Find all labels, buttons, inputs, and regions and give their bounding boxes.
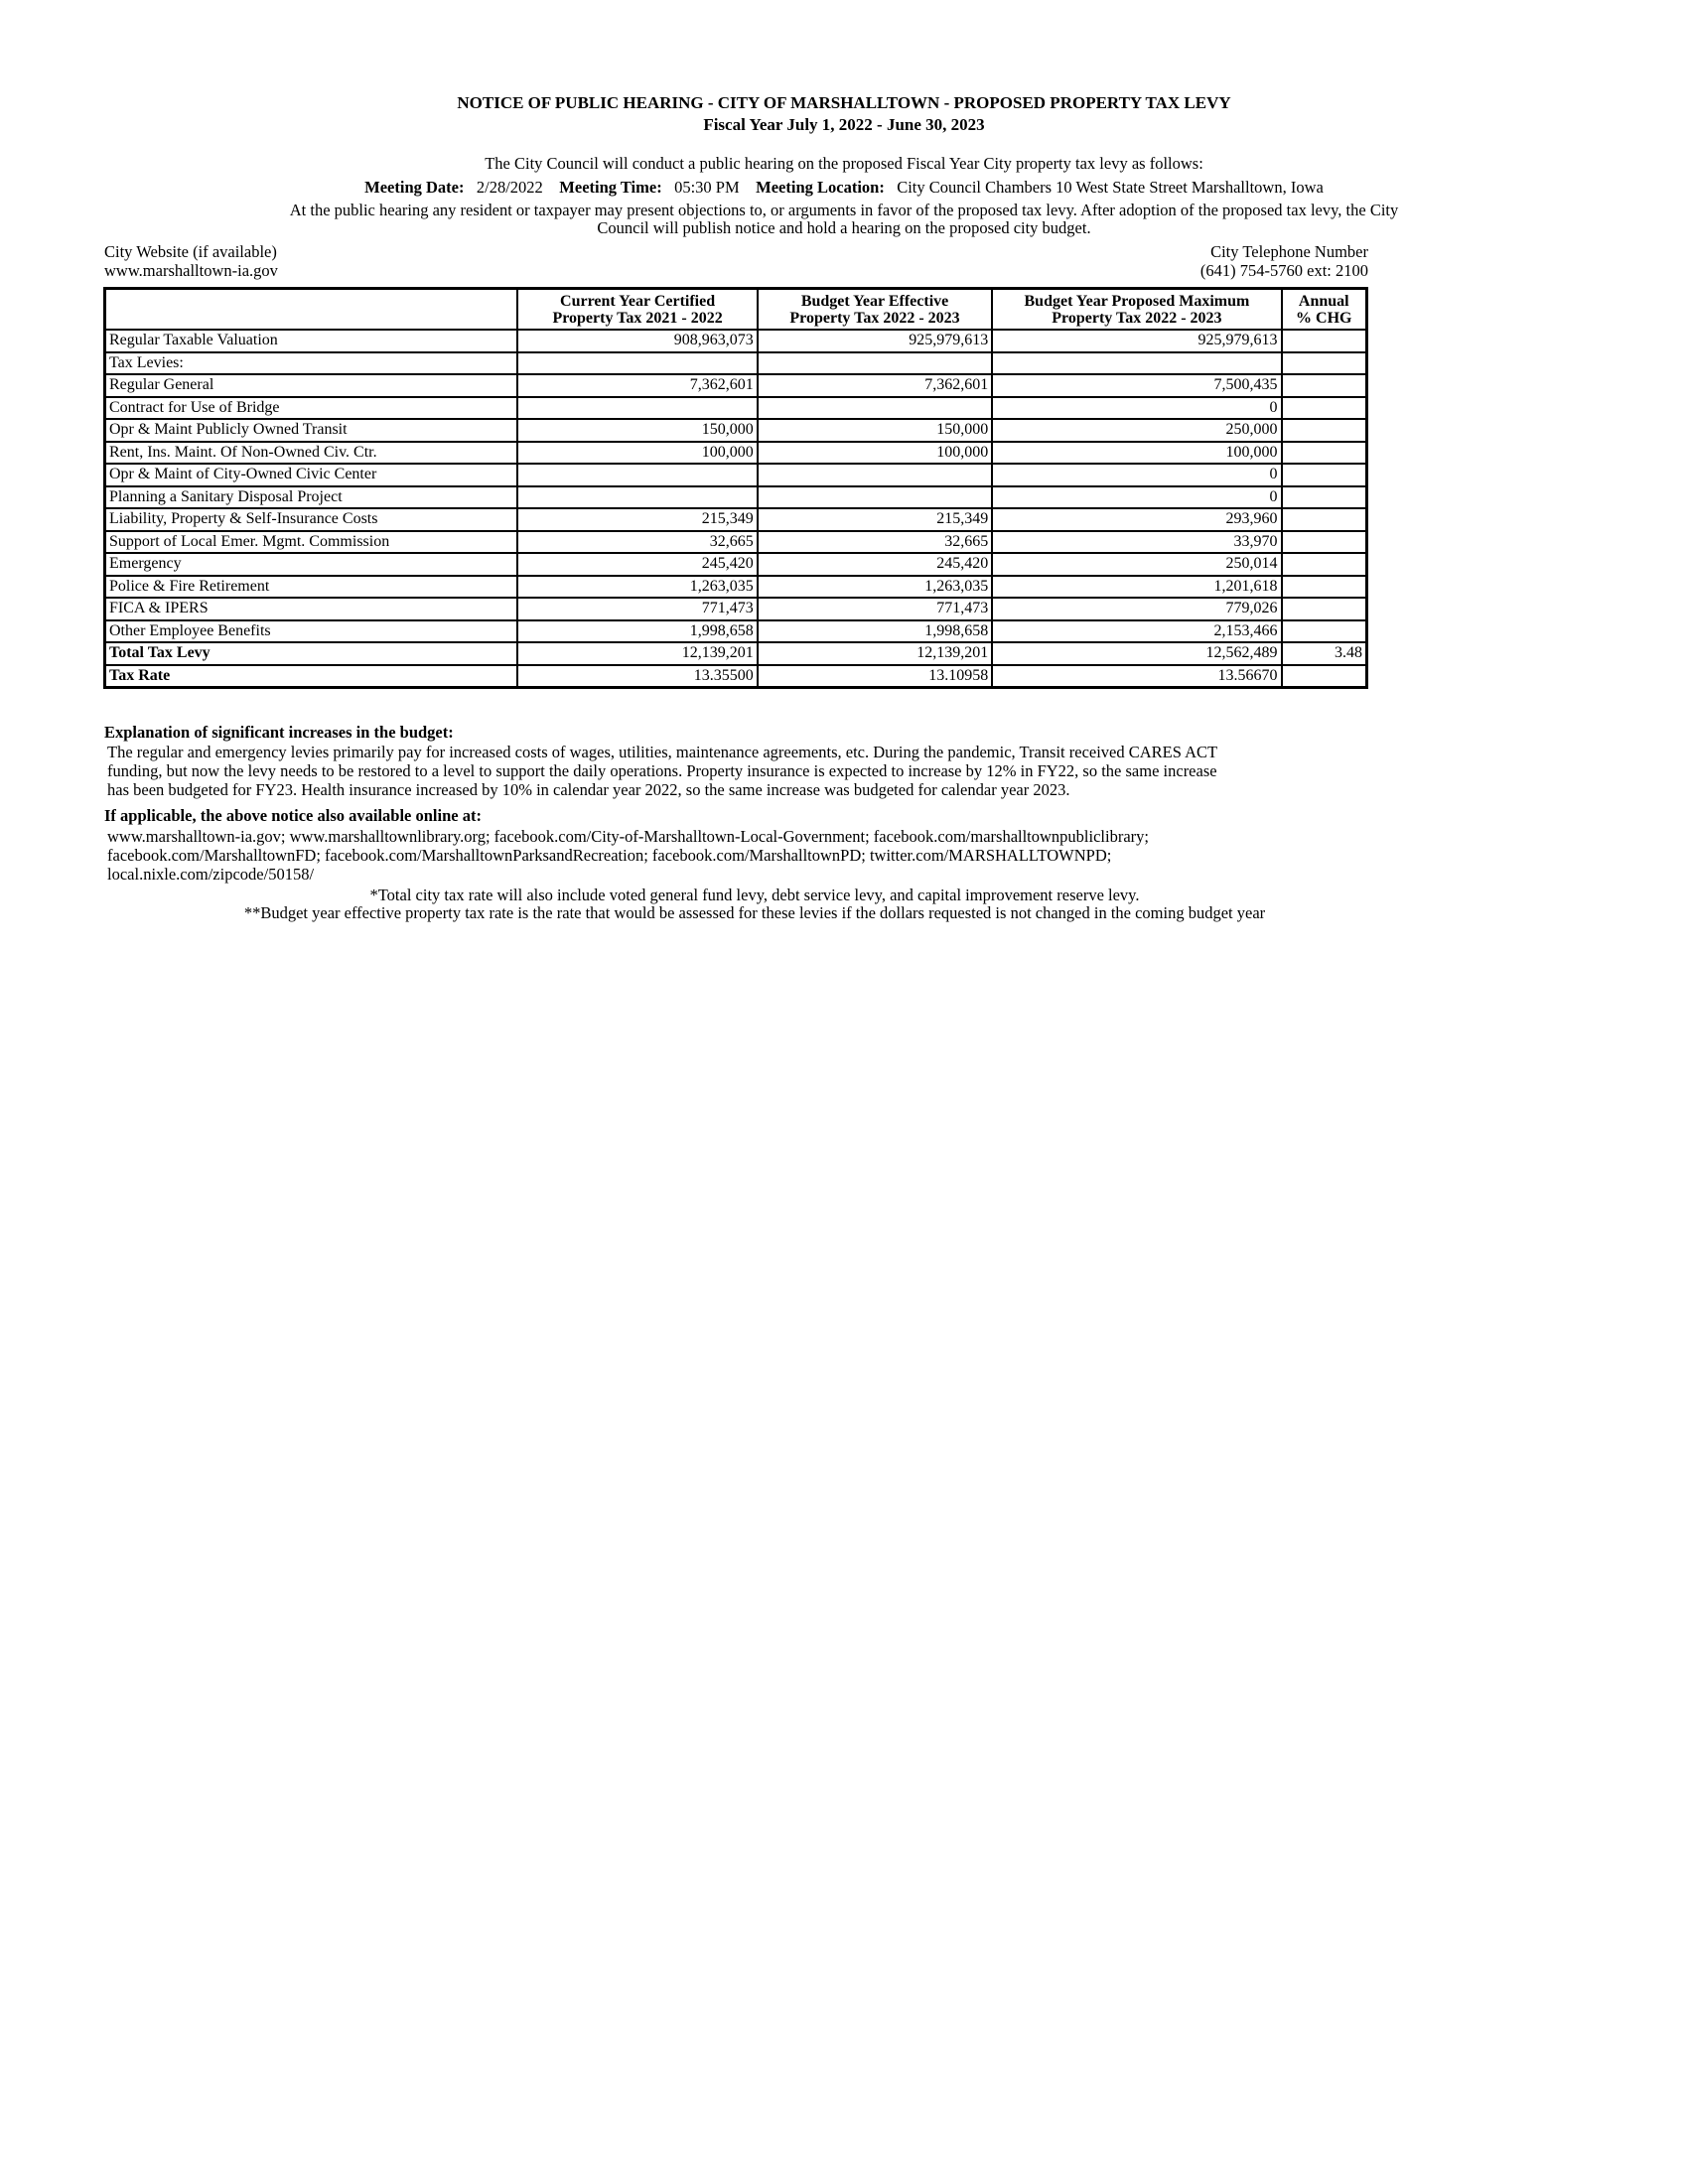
- column-header-current: Current Year Certified Property Tax 2021 - 2022: [517, 289, 757, 331]
- annual-change-value: [1282, 330, 1367, 352]
- effective-year-value: 245,420: [758, 553, 992, 576]
- footnotes: [0, 887, 1509, 922]
- proposed-max-value: 2,153,466: [992, 620, 1281, 643]
- online-links: [107, 827, 1370, 884]
- table-row: [105, 330, 1367, 352]
- current-year-value: 7,362,601: [517, 374, 757, 397]
- row-label: Contract for Use of Bridge: [105, 397, 518, 420]
- row-label: FICA & IPERS: [105, 598, 518, 620]
- current-year-value: 12,139,201: [517, 642, 757, 665]
- column-header-annual-change: Annual % CHG: [1282, 289, 1367, 331]
- annual-change-value: [1282, 486, 1367, 509]
- effective-year-value: [758, 486, 992, 509]
- proposed-max-value: 0: [992, 464, 1281, 486]
- annual-change-value: [1282, 352, 1367, 375]
- effective-year-value: 100,000: [758, 442, 992, 465]
- phone-label: City Telephone Number: [1210, 242, 1368, 261]
- current-year-value: [517, 486, 757, 509]
- phone: (641) 754-5760 ext: 2100: [1199, 261, 1368, 280]
- table-row: [105, 374, 1367, 397]
- meeting-location-label: Meeting Location:: [756, 178, 885, 197]
- row-label: Other Employee Benefits: [105, 620, 518, 643]
- current-year-value: 771,473: [517, 598, 757, 620]
- row-label: Police & Fire Retirement: [105, 576, 518, 599]
- table-row: [105, 642, 1367, 665]
- row-label: Liability, Property & Self-Insurance Costs: [105, 508, 518, 531]
- table-row: [105, 576, 1367, 599]
- annual-change-value: [1282, 531, 1367, 554]
- proposed-max-value: 250,014: [992, 553, 1281, 576]
- current-year-value: [517, 464, 757, 486]
- table-row: [105, 531, 1367, 554]
- annual-change-value: [1282, 508, 1367, 531]
- row-label: Tax Levies:: [105, 352, 518, 375]
- row-label: Total Tax Levy: [105, 642, 518, 665]
- current-year-value: 908,963,073: [517, 330, 757, 352]
- effective-year-value: 1,998,658: [758, 620, 992, 643]
- current-year-value: 100,000: [517, 442, 757, 465]
- online-links-line: www.marshalltown-ia.gov; www.marshalltownlibrary.org; facebook.com/City-of-Marshalltown-Local-Government; facebook.com/marshalltownpubliclibrary;: [107, 827, 1149, 846]
- proposed-max-value: 100,000: [992, 442, 1281, 465]
- online-links-line: local.nixle.com/zipcode/50158/: [107, 865, 315, 884]
- effective-year-value: [758, 464, 992, 486]
- column-header-proposed: Budget Year Proposed Maximum Property Tax 2022 - 2023: [992, 289, 1281, 331]
- proposed-max-value: 13.56670: [992, 665, 1281, 688]
- row-label: Support of Local Emer. Mgmt. Commission: [105, 531, 518, 554]
- table-row: [105, 397, 1367, 420]
- table-row: [105, 620, 1367, 643]
- effective-year-value: 771,473: [758, 598, 992, 620]
- table-row: [105, 598, 1367, 620]
- notice-line: At the public hearing any resident or taxpayer may present objections to, or arguments in favor of the proposed tax levy. After adoption of the proposed tax levy, the City: [289, 201, 1399, 219]
- annual-change-value: [1282, 598, 1367, 620]
- tax-levy-table: [103, 287, 1368, 689]
- online-heading: If applicable, the above notice also available online at:: [104, 806, 482, 825]
- annual-change-value: [1282, 576, 1367, 599]
- table-row: [105, 508, 1367, 531]
- hearing-notice: [0, 202, 1688, 237]
- explanation-heading: Explanation of significant increases in the budget:: [104, 723, 454, 742]
- current-year-value: 1,998,658: [517, 620, 757, 643]
- meeting-location: City Council Chambers 10 West State Street Marshalltown, Iowa: [897, 178, 1324, 197]
- online-links-line: facebook.com/MarshalltownFD; facebook.com/MarshalltownParksandRecreation; facebook.com/MarshalltownPD; twitter.com/MARSHALLTOWNPD;: [107, 846, 1112, 865]
- proposed-max-value: 0: [992, 486, 1281, 509]
- current-year-value: 215,349: [517, 508, 757, 531]
- proposed-max-value: 12,562,489: [992, 642, 1281, 665]
- proposed-max-value: 33,970: [992, 531, 1281, 554]
- column-header-label: [105, 289, 518, 331]
- row-label: Opr & Maint Publicly Owned Transit: [105, 419, 518, 442]
- row-label: Regular General: [105, 374, 518, 397]
- current-year-value: [517, 352, 757, 375]
- current-year-value: 1,263,035: [517, 576, 757, 599]
- proposed-max-value: 0: [992, 397, 1281, 420]
- proposed-max-value: [992, 352, 1281, 375]
- phone-block: [1200, 242, 1368, 280]
- explanation-text: [107, 743, 1370, 799]
- annual-change-value: [1282, 419, 1367, 442]
- proposed-max-value: 293,960: [992, 508, 1281, 531]
- annual-change-value: [1282, 374, 1367, 397]
- current-year-value: 32,665: [517, 531, 757, 554]
- proposed-max-value: 779,026: [992, 598, 1281, 620]
- table-header-row: [105, 289, 1367, 331]
- explanation-line: The regular and emergency levies primarily pay for increased costs of wages, utilities, maintenance agreements, etc. During the pandemic, Transit received CARES ACT: [107, 743, 1218, 761]
- meeting-time-label: Meeting Time:: [559, 178, 662, 197]
- footnote: **Budget year effective property tax rate is the rate that would be assessed for these levies if the dollars requested is not changed in the coming budget year: [243, 903, 1266, 922]
- website-block: [104, 242, 278, 280]
- annual-change-value: [1282, 665, 1367, 688]
- row-label: Regular Taxable Valuation: [105, 330, 518, 352]
- row-label: Planning a Sanitary Disposal Project: [105, 486, 518, 509]
- row-label: Rent, Ins. Maint. Of Non-Owned Civ. Ctr.: [105, 442, 518, 465]
- annual-change-value: 3.48: [1282, 642, 1367, 665]
- effective-year-value: [758, 397, 992, 420]
- meeting-time: 05:30 PM: [674, 178, 740, 197]
- current-year-value: 245,420: [517, 553, 757, 576]
- column-header-effective: Budget Year Effective Property Tax 2022 - 2023: [758, 289, 992, 331]
- proposed-max-value: 7,500,435: [992, 374, 1281, 397]
- meeting-details: [0, 178, 1688, 198]
- effective-year-value: 32,665: [758, 531, 992, 554]
- table-row: [105, 665, 1367, 688]
- effective-year-value: 150,000: [758, 419, 992, 442]
- meeting-date: 2/28/2022: [476, 178, 543, 197]
- website-label: City Website (if available): [104, 242, 277, 261]
- table-row: [105, 464, 1367, 486]
- proposed-max-value: 250,000: [992, 419, 1281, 442]
- row-label: Emergency: [105, 553, 518, 576]
- explanation-line: funding, but now the levy needs to be restored to a level to support the daily operations. Property insurance is expected to increase by 12% in FY22, so the same increase: [107, 761, 1217, 780]
- table-row: [105, 486, 1367, 509]
- table-row: [105, 553, 1367, 576]
- annual-change-value: [1282, 397, 1367, 420]
- proposed-max-value: 925,979,613: [992, 330, 1281, 352]
- effective-year-value: 7,362,601: [758, 374, 992, 397]
- current-year-value: 13.35500: [517, 665, 757, 688]
- table-row: [105, 419, 1367, 442]
- effective-year-value: 925,979,613: [758, 330, 992, 352]
- annual-change-value: [1282, 620, 1367, 643]
- row-label: Tax Rate: [105, 665, 518, 688]
- effective-year-value: 13.10958: [758, 665, 992, 688]
- notice-title: NOTICE OF PUBLIC HEARING - CITY OF MARSHALLTOWN - PROPOSED PROPERTY TAX LEVY: [457, 93, 1231, 112]
- website: www.marshalltown-ia.gov: [104, 261, 278, 280]
- annual-change-value: [1282, 553, 1367, 576]
- meeting-date-label: Meeting Date:: [364, 178, 465, 197]
- explanation-line: has been budgeted for FY23. Health insurance increased by 10% in calendar year 2022, so the same increase was budgeted for calendar year 2023.: [107, 780, 1070, 799]
- annual-change-value: [1282, 442, 1367, 465]
- current-year-value: 150,000: [517, 419, 757, 442]
- hearing-intro: The City Council will conduct a public hearing on the proposed Fiscal Year City property tax levy as follows:: [485, 154, 1203, 173]
- table-row: [105, 352, 1367, 375]
- current-year-value: [517, 397, 757, 420]
- footnote: *Total city tax rate will also include voted general fund levy, debt service levy, and capital improvement reserve levy.: [369, 886, 1140, 904]
- fiscal-year-subtitle: Fiscal Year July 1, 2022 - June 30, 2023: [703, 115, 985, 134]
- annual-change-value: [1282, 464, 1367, 486]
- proposed-max-value: 1,201,618: [992, 576, 1281, 599]
- effective-year-value: 12,139,201: [758, 642, 992, 665]
- row-label: Opr & Maint of City-Owned Civic Center: [105, 464, 518, 486]
- effective-year-value: 1,263,035: [758, 576, 992, 599]
- notice-line: Council will publish notice and hold a hearing on the proposed city budget.: [597, 218, 1091, 237]
- effective-year-value: [758, 352, 992, 375]
- table-row: [105, 442, 1367, 465]
- effective-year-value: 215,349: [758, 508, 992, 531]
